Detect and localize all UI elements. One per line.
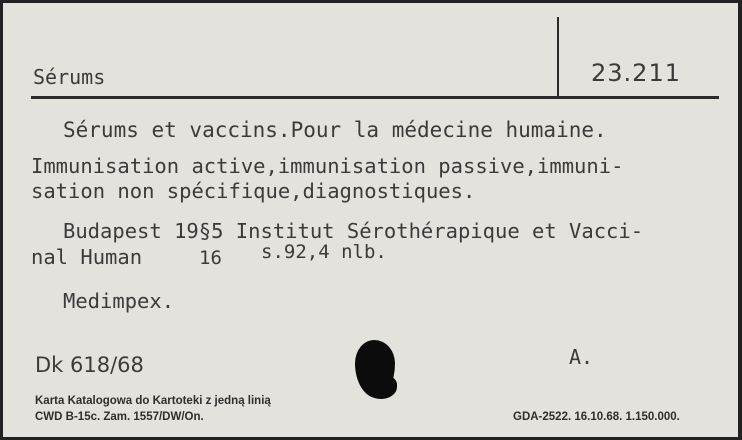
printed-footer-line-2: CWD B-15c. Zam. 1557/DW/On. <box>35 411 204 423</box>
body-line-5-number: 16 <box>199 247 222 269</box>
body-line-4: Budapest 19§5 Institut Sérothérapique et Vacci- <box>63 219 644 243</box>
printed-footer-right: GDA-2522. 16.10.68. 1.150.000. <box>513 411 680 423</box>
header-vertical-rule <box>557 17 559 97</box>
footer-code: Dk 618/68 <box>35 353 144 377</box>
footer-mark: A. <box>569 345 594 369</box>
printed-footer-line-1: Karta Katalogowa do Kartoteki z jedną linią <box>35 395 271 407</box>
body-line-2: Immunisation active,immunisation passive,immuni- <box>31 154 624 178</box>
ink-blot-tail <box>365 375 397 399</box>
body-line-3: sation non spécifique,diagnostiques. <box>31 179 476 203</box>
body-line-5-left: nal Human <box>31 245 143 269</box>
body-line-6: Medimpex. <box>63 289 175 313</box>
body-line-5-right: s.92,4 nlb. <box>261 241 387 263</box>
header-rule <box>31 96 719 99</box>
header-number: 23.211 <box>591 59 681 87</box>
body-line-1: Sérums et vaccins.Pour la médecine humaine. <box>63 118 607 142</box>
header-subject: Sérums <box>33 65 106 89</box>
